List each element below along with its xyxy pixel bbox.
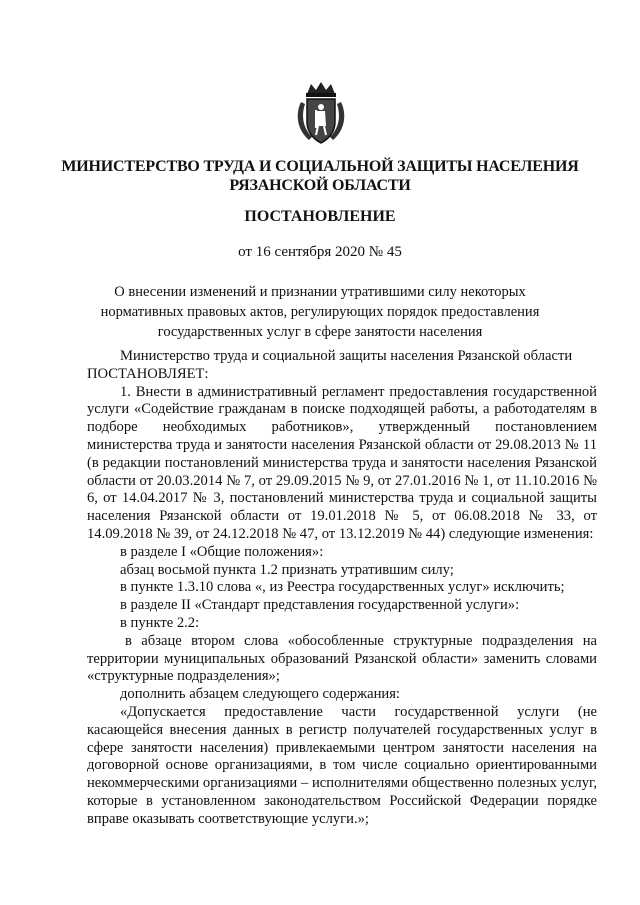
body-paragraph: абзац восьмой пункта 1.2 признать утратившим силу; xyxy=(120,561,454,578)
body-paragraph: Министерство труда и социальной защиты населения Рязанской области xyxy=(120,348,573,364)
document-subject: О внесении изменений и признании утратившими силу некоторых нормативных правовых актов, регулирующих порядок предоставления государственных услуг в сфере занятости населения xyxy=(100,284,540,340)
body-paragraph: 1. Внести в административный регламент предоставления государственной услуги «Содействие гражданам в поиске подходящей работы, а работодателям в подборе необходимых работников», утвержденный постановлением министерства труда и занятости населения Рязанской области от 29.08.2013 № 11 (в редакции постановлений министерства труда и занятости населения Рязанской области от 20.03.2014 № 7, от 29.09.2015 № 9, от 27.01.2016 № 1, от 11.10.2016 № 6, от 14.04.2017 № 3, постановлений министерства труда и социальной защиты населения Рязанской области от 19.01.2018 № 5, от 06.08.2018 № 33, от 14.09.2018 № 39, от 24.12.2018 № 47, от 13.12.2019 № 44) следующие изменения: xyxy=(87,383,597,542)
ministry-name-line2: РЯЗАНСКОЙ ОБЛАСТИ xyxy=(229,177,411,194)
ryazan-coat-of-arms-icon xyxy=(293,80,349,148)
body-paragraph: в разделе II «Стандарт представления государственной услуги»: xyxy=(120,597,520,614)
body-paragraph: дополнить абзацем следующего содержания: xyxy=(120,686,400,703)
body-paragraph: в пункте 2.2: xyxy=(120,614,200,631)
document-body xyxy=(87,348,597,829)
document-type: ПОСТАНОВЛЕНИЕ xyxy=(244,208,396,225)
body-paragraph: в абзаце втором слова «обособленные структурные подразделения на территории муниципальных образований Рязанской области» заменить словами «структурные подразделения»; xyxy=(87,632,597,685)
body-paragraph: «Допускается предоставление части государственной услуги (не касающейся внесения данных в регистр получателей государственных услуг в сфере занятости населения) привлекаемыми центром занятости населения на договорной основе организациями, в том числе социально ориентированными некоммерческими организациями – исполнителями общественно полезных услуг, которые в установленном законодательством Российской Федерации порядке вправе оказывать соответствующие услуги.»; xyxy=(87,703,597,827)
body-paragraph: в разделе I «Общие положения»: xyxy=(120,543,324,560)
document-date-number: от 16 сентября 2020 № 45 xyxy=(238,244,402,260)
ministry-name-line1: МИНИСТЕРСТВО ТРУДА И СОЦИАЛЬНОЙ ЗАЩИТЫ НАСЕЛЕНИЯ xyxy=(61,158,579,175)
body-paragraph: ПОСТАНОВЛЯЕТ: xyxy=(87,365,209,382)
body-paragraph: в пункте 1.3.10 слова «, из Реестра государственных услуг» исключить; xyxy=(120,579,565,596)
